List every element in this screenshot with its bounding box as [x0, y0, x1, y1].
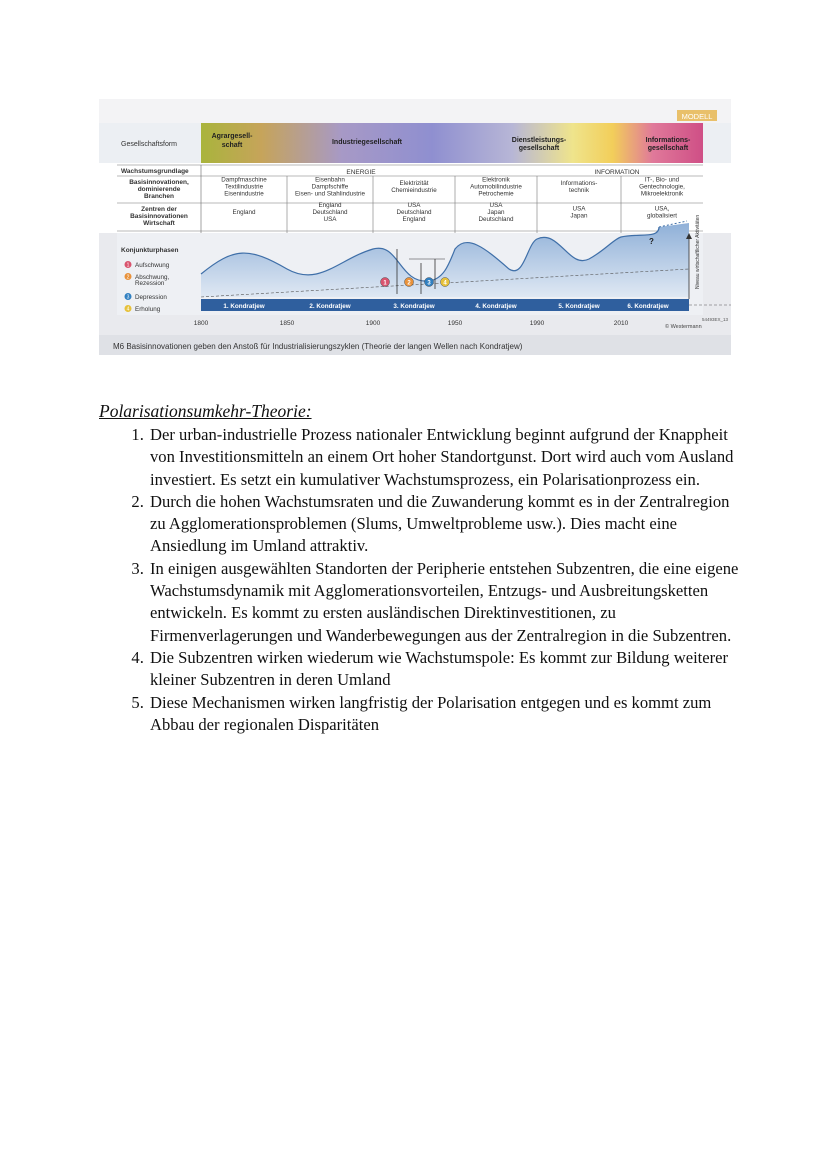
list-item: 2. Durch die hohen Wachstumsraten und die Zuwanderung kommt es in der Zentralregion zu Agglomerationsproblemen (Slums, Umweltprobleme usw.). Dies macht eine Ansiedlung im Umland attraktiv.	[148, 491, 739, 558]
center-text: Japan	[570, 212, 588, 220]
phase-label: Abschwung,	[135, 274, 170, 281]
info-label-1: Informations-	[645, 137, 691, 144]
kondratjew-label: 4. Kondratjew	[475, 303, 517, 310]
phase-number: 4	[126, 306, 130, 313]
wachstum-label: Wachstumsgrundlage	[121, 168, 189, 175]
kondratjew-label: 1. Kondratjew	[223, 303, 265, 310]
center-text: USA,	[654, 205, 670, 213]
innovation-text: Petrochemie	[478, 190, 514, 198]
energie-label: ENERGIE	[346, 169, 376, 176]
innovation-text: Eisenindustrie	[224, 190, 264, 198]
agrar-label-1: Agrargesell-	[211, 133, 253, 140]
dienst-label-2: gesellschaft	[518, 145, 560, 152]
kondratjew-label: 3. Kondratjew	[393, 303, 435, 310]
axis-label: Niveau wirtschaftlicher Aktivitäten	[695, 214, 701, 289]
phase-label: Depression	[135, 294, 167, 301]
konjunktur-label: Konjunkturphasen	[121, 247, 179, 254]
phase-label: Aufschwung	[135, 262, 170, 269]
phase-label: Rezession	[135, 280, 165, 287]
year-label: 1800	[193, 320, 209, 327]
cycle-badge-number: 4	[443, 280, 447, 287]
year-label: 2010	[613, 320, 629, 327]
basis-label-3: Branchen	[144, 193, 174, 200]
center-text: USA	[489, 202, 503, 209]
cycle-badge-number: 3	[427, 280, 431, 287]
center-text: Deutschland	[312, 209, 348, 216]
innovation-text: Eisenbahn	[315, 176, 345, 184]
center-text: England	[318, 202, 342, 209]
kondratjew-diagram	[99, 99, 731, 355]
innovation-text: Eisen- und Stahlindustrie	[294, 190, 366, 198]
innovation-text: Dampfschiffe	[311, 183, 349, 191]
innovation-text: Chemieindustrie	[391, 187, 437, 194]
theory-list	[99, 424, 739, 736]
center-text: globalisiert	[646, 212, 678, 220]
zentren-label-3: Wirtschaft	[143, 220, 175, 227]
phase-label: Erholung	[135, 306, 161, 313]
center-text: England	[232, 209, 256, 216]
basis-label-2: dominierende	[137, 186, 181, 193]
innovation-text: technik	[569, 187, 589, 194]
innovation-text: Dampfmaschine	[221, 176, 267, 184]
innovation-text: IT-, Bio- und	[644, 176, 680, 184]
figure-caption: M6 Basisinnovationen geben den Anstoß für Industrialisierungszyklen (Theorie der langen Wellen nach Kondratjew)	[113, 342, 523, 351]
phase-number: 1	[126, 262, 130, 269]
cycle-badge-number: 1	[383, 280, 387, 287]
kondratjew-bar	[201, 299, 689, 311]
innovation-text: Automobilindustrie	[470, 183, 522, 191]
agrar-label-2: schaft	[221, 142, 243, 149]
phase-number: 3	[126, 294, 130, 301]
year-label: 1950	[447, 320, 463, 327]
year-label: 1850	[279, 320, 295, 327]
info-label-2: gesellschaft	[647, 145, 689, 152]
gesellschaftsform-label: Gesellschaftsform	[121, 141, 178, 148]
list-item: 4. Die Subzentren wirken wiederum wie Wachstumspole: Es kommt zur Bildung weiterer kleiner Subzentren in deren Umland	[148, 647, 739, 692]
center-text: Japan	[487, 209, 505, 216]
center-text: England	[402, 216, 426, 223]
kondratjew-label: 5. Kondratjew	[558, 303, 600, 310]
center-text: Deutschland	[478, 216, 514, 223]
question-mark: ?	[649, 237, 654, 246]
dienst-label-1: Dienstleistungs-	[511, 137, 567, 144]
year-label: 1900	[365, 320, 381, 327]
innovation-text: Informations-	[560, 180, 598, 187]
model-tag-text: MODELL	[681, 112, 713, 121]
copyright: © Westermann	[665, 324, 702, 330]
list-item: 3. In einigen ausgewählten Standorten der Peripherie entstehen Subzentren, die eine eigene Wachstumsdynamik mit Agglomerationsvorteilen, Entzugs- und Ausbreitungsketten entwickeln. Es kommt zu ersten ausländischen Direktinvestitionen, zu Firmenverlagerungen und Wanderbewegungen aus der Zentralregion in die Subzentren.	[148, 558, 739, 647]
section-heading: Polarisationsumkehr-Theorie:	[99, 401, 312, 421]
zentren-label-2: Basisinnovationen	[130, 213, 188, 220]
year-label: 1990	[529, 320, 545, 327]
innovation-text: Gentechnologie,	[639, 183, 685, 191]
center-text: USA	[572, 205, 586, 213]
society-band	[201, 123, 703, 163]
year-labels	[194, 320, 629, 327]
kondratjew-figure	[99, 99, 731, 355]
figure-code: 54493EX_13	[702, 317, 729, 322]
zentren-label-1: Zentren der	[141, 206, 177, 213]
industrie-label: Industriegesellschaft	[331, 139, 403, 146]
list-item: 5. Diese Mechanismen wirken langfristig der Polarisation entgegen und es kommt zum Abbau der regionalen Disparitäten	[148, 692, 739, 737]
kondratjew-label: 2. Kondratjew	[309, 303, 351, 310]
center-text: USA	[323, 216, 337, 223]
information-label: INFORMATION	[594, 169, 640, 176]
innovation-text: Textilindustrie	[224, 183, 264, 191]
text-section	[99, 400, 739, 736]
innovation-text: Mikroelektronik	[640, 190, 684, 198]
center-text: USA	[407, 202, 421, 209]
center-text: Deutschland	[396, 209, 432, 216]
list-item: 1. Der urban-industrielle Prozess nationaler Entwicklung beginnt aufgrund der Knappheit von Investitionsmitteln an einem Ort hoher Standortgunst. Dort wird auch vom Ausland investiert. Es setzt ein kumulativer Wachstumsprozess, ein Polarisationprozess ein.	[148, 424, 739, 491]
cycle-badge-number: 2	[407, 280, 411, 287]
basis-label-1: Basisinnovationen,	[129, 179, 189, 186]
innovation-text: Elektronik	[482, 176, 510, 184]
innovation-text: Elektrizität	[399, 180, 429, 187]
phase-number: 2	[126, 274, 130, 281]
kondratjew-label: 6. Kondratjew	[627, 303, 669, 310]
